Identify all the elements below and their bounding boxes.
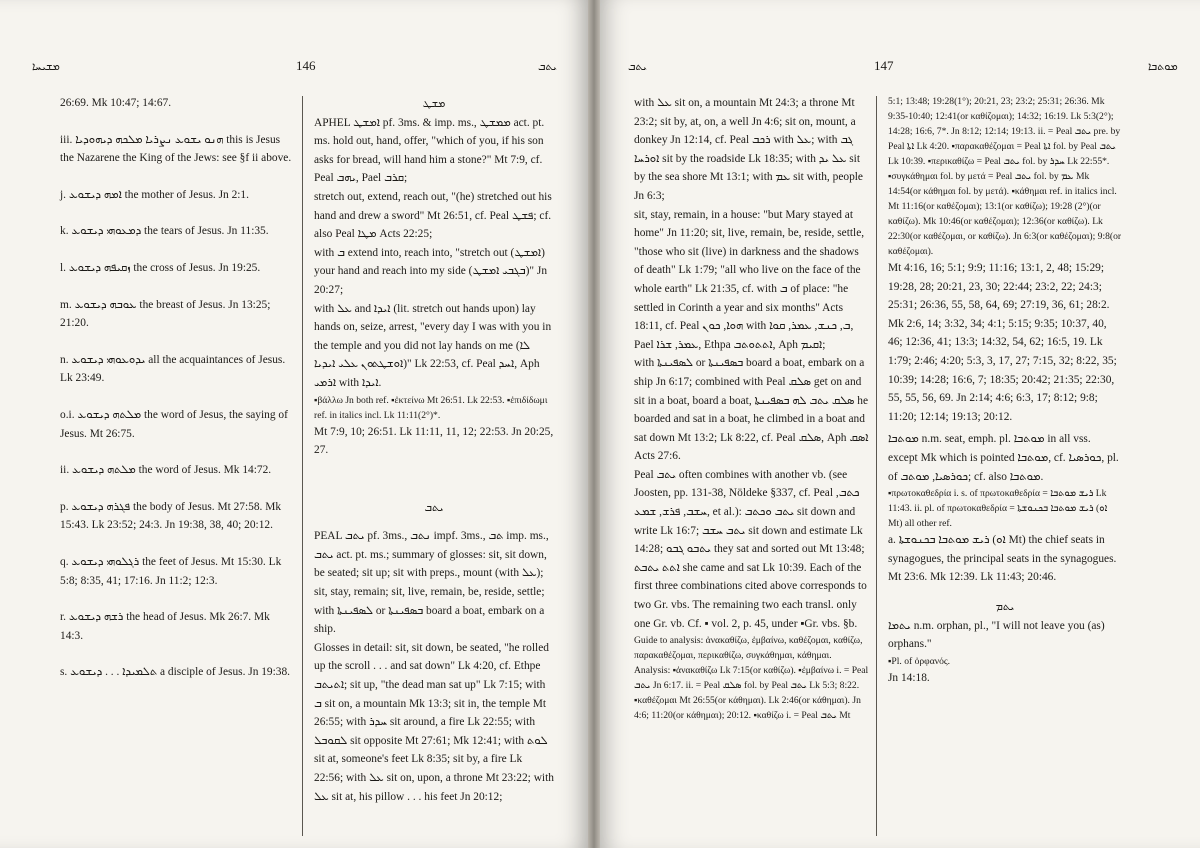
list-item: k. ܕܡܥܘܗܝ ܕܝܫܘܥ the tears of Jesus. Jn 11:35. — [60, 225, 269, 238]
entry-paragraph: with ܥܠ sit on, a mountain Mt 24:3; a throne Mt 23:2; sit by, at, on, a well Jn 4:6; sit on, mount, a donkey Jn 12:14, cf. Peal ܪܟܒ with ܥܠ; with ܓܒ ܐܘܪܚܐ sit by the roadside Lk 18:35; with ܥܠ ܝܕ sit by the sea shore Mt 13:1; with ܥܡ sit with, people Jn 6:3; — [634, 97, 863, 202]
right-header-syriac-right: ܡܘܬܒܐ — [1148, 60, 1178, 73]
entry-paragraph: ܝܬܡܐ n.m. orphan, pl., "I will not leave you (as) orphans." — [888, 619, 1105, 651]
list-item: o.i. ܡܠܬܗ ܕܝܫܘܥ the word of Jesus, the saying of Jesus. Mt 26:75. — [60, 408, 288, 440]
entry-paragraph: with ܒ extend into, reach into, "stretch out (ܐܡܫܛ) your hand and reach into my side (ܒܓܒܝ ܐܡܫܛ)" Jn 20:27; — [314, 246, 548, 296]
list-item: q. ܪܓܠܘܗܝ ܕܝܫܘܥ the feet of Jesus. Mt 15:30. Lk 5:8; 8:35, 41; 17:16. Jn 11:2; 12:3. — [60, 555, 282, 587]
right-column-1 — [634, 94, 870, 723]
entry-heading: ܝܬܡ — [995, 599, 1015, 613]
entry-paragraph: Peal ܝܬܒ often combines with another vb. (see Joosten, pp. 131-38, Nöldeke §337, cf. Peal ܟܬܒ, ܚܫܒ, ܦܪܫ, ܫܡܥ, et al.): ܝܬܒ ܘܟܬܒ sit down and write Lk 16:7; ܝܬܒ ܚܫܒ sit down and estimate Lk 14:28; ܝܬܒܘ ܓܒܘ they sat and sorted out Mt 13:48; ܐܬܬ ܝܬܒܬ she came and sat Lk 10:39. Each of the first three combinations cited above corresponds to two Gr. vbs. The remaining two each transl. only one Gr. vb. Cf. ▪ vol. 2, p. 45, under ▪Gr. vbs. §b. — [634, 468, 867, 630]
entry-paragraph: a. ܪܝܫ ܡܘܬܒܐ ܒܟܢܘܫܬܐ (ܐܘ Mt) the chief seats in synagogues, the principal seats in the synagogues. Mt 23:6. Mk 12:39. Lk 11:43; 20:46. — [888, 534, 1117, 584]
column-rule — [876, 96, 877, 836]
right-column-2 — [888, 94, 1122, 687]
entry-paragraph: ܡܘܬܒܐ n.m. seat, emph. pl. ܡܘܬܒܐ in all vss. except Mk which is pointed ܡܘܬܒܐ, cf. ܟܘܪܣܝܐ, pl. of ܟܘܪܣܝܐ, ܡܘܬܒ; cf. also ܡܘܬܒܐ. — [888, 433, 1119, 483]
list-item: j. ܐܡܗ ܕܝܫܘܥ the mother of Jesus. Jn 2:1. — [60, 188, 249, 201]
list-item: l. ܙܩܝܦܗ ܕܝܫܘܥ the cross of Jesus. Jn 19:25. — [60, 261, 261, 274]
left-column-2 — [314, 94, 554, 806]
entry-paragraph: Glosses in detail: sit, sit down, be seated, "he rolled up the scroll . . . and sat down" Lk 4:20, cf. Ethpe ܐܬܝܬܒ; sit up, "the dead man sat up" Lk 7:15; with ܒ sit on, a mountain Mk 13:3; sit in, the temple Mt 26:55; with ܚܕܪ sit around, a fire Lk 22:55; with ܠܩܘܒܠ sit opposite Mt 27:61; Mk 12:41; with ܠܘܬ sit at, someone's feet Lk 8:35; sit by, a fire Lk 22:56; with ܥܠ sit on, upon, a throne Mt 23:22; with ܥܠ sit at, his pillow . . . his feet Jn 20:12; — [314, 641, 554, 803]
entry-paragraph: with ܥܠ and ܐܝܕܐ (lit. stretch out hands upon) lay hands on, seize, arrest, "every day I was with you in the temple and you did not lay hands on me (ܠܐ ܐܘܫܛܬܘܢ ܥܠܝ ܐܝܕܝܐ)" Lk 22:53, cf. Peal ܐܚܕ, Aph ܐܪܡܝ with ܐܝܕܐ. — [314, 302, 552, 389]
right-page — [600, 0, 1200, 848]
left-header-syriac-right: ܝܬܒ — [538, 60, 557, 73]
right-header-syriac: ܝܬܒ — [628, 60, 647, 73]
column-rule — [302, 96, 303, 836]
list-item: m. ܥܘܒܗ ܕܝܫܘܥ the breast of Jesus. Jn 13:25; 21:20. — [60, 298, 271, 330]
list-item: ii. ܡܠܬܗ ܕܝܫܘܥ the word of Jesus. Mk 14:72. — [60, 464, 272, 477]
list-item: s. ܬܠܡܝܕܐ . . . ܕܝܫܘܥ a disciple of Jesus. Jn 19:38. — [60, 666, 291, 679]
left-page — [0, 0, 588, 848]
references: Mt 4:16, 16; 5:1; 9:9; 11:16; 13:1, 2, 48; 15:29; 19:28, 28; 20:21, 23, 30; 22:44; 23:2, 22; 24:3; 25:31; 26:36, 55, 58, 64, 69; 27:19, 36, 61; 28:2. Mk 2:6, 14; 3:32, 34; 4:1; 5:15; 9:35; 10:37, 40, 46; 12:36, 41; 13:3; 14:32, 54, 62; 16:5, 19. Lk 1:79; 2:46; 4:20; 5:3, 3, 17, 27; 7:15, 32; 8:22, 35; 10:39; 14:28; 16:6, 7; 18:35; 20:42; 21:35; 22:30, 55, 55, 56, 69. Jn 2:14; 4:6; 6:3, 17; 8:12; 9:8; 11:20; 12:14; 19:13; 20:12. — [888, 262, 1117, 423]
greek-analysis: Analysis: ▪ἀνακαθίζω Lk 7:15(or καθίζω). ▪ἐμβαίνω i. = Peal ܝܬܒ Jn 6:17. ii. = Peal ܣܠܩ fol. by Peal ܝܬܒ Lk 5:3; 8:22. ▪καθέζομαι Mt 26:55(or κάθημαι). Lk 2:46(or κάθημαι). Jn 4:6; 11:20(or κάθημαι); 20:12. ▪καθίζω i. = Peal ܝܬܒ Mt — [634, 665, 869, 722]
list-item: n. ܝܕܘܥܘܗܝ ܕܝܫܘܥ all the acquaintances of Jesus. Lk 23:49. — [60, 353, 286, 385]
references: Jn 14:18. — [888, 671, 930, 684]
greek-guide: Guide to analysis: ἀνακαθίζω, ἐμβαίνω, καθέζομαι, καθίζω, παρακαθέζομαι, περικαθίζω, συγκάθημαι, κάθημαι. — [634, 635, 863, 662]
greek-analysis: 5:1; 13:48; 19:28(1°); 20:21, 23; 23:2; 25:31; 26:36. Mk 9:35-10:40; 12:41(or καθίζομαι); 14:32; 16:19. Lk 5:3(2°); 14:28; 16:6, 7*. Jn 8:12; 12:14; 19:13. ii. = Peal ܝܬܒ pre. by Peal ܐܬܐ Lk 4:20. ▪παρακαθέζομαι = Peal ܐܬܐ fol. by Peal ܝܬܒ Lk 10:39. ▪περικαθίζω = Peal ܝܬܒ fol. by ܚܕܪ Lk 22:55*. ▪συγκάθημαι fol. by μετά = Peal ܝܬܒ fol. by ܥܡ Mk 14:54(or κάθημαι fol. by μετά). ▪κάθημαι ref. in italics incl. Mt 11:16(or καθέζομαι); 13:1(or καθίζω); 19:28 (2°)(or καθίζω). Mk 10:46(or καθέζομαι); 12:36(or καθίζω). Lk 22:30(or καθέζομαι, or καθίζω). Jn 6:3(or καθέζομαι); 9:8(or καθέζομαι). — [888, 96, 1122, 257]
entry-paragraph: PEAL ܝܬܒ pf. 3ms., ܢܬܒ impf. 3ms., ܬܒ imp. ms., ܝܬܒ act. pt. ms.; summary of glosses: sit, sit down, be seated; sit up; sit with preps., mount (with ܥܠ); sit, stay, remain; sit, live, remain, be, reside, settle; with ܠܣܦܝܢܬܐ or ܒܣܦܝܢܬܐ board a boat, embark on a ship. — [314, 530, 549, 636]
entry-heading: ܡܫܛ — [422, 97, 446, 110]
entry-heading: ܝܬܒ — [424, 500, 444, 514]
entry-paragraph: with ܠܣܦܝܢܬܐ or ܒܣܦܝܢܬܐ board a boat, embark on a ship Jn 6:17; combined with Peal ܣܠܩ get on and sit in a boat, board a boat, ܣܠܩ ܝܬܒ ܠܗ ܒܣܦܝܢܬܐ he boarded and sat in a boat, he climbed in a boat and sat down Mt 13:2; Lk 8:22, cf. Peal ܣܠܩ, Aph ܐܣܩ Acts 27:6. — [634, 357, 869, 463]
left-page-number: 146 — [296, 58, 316, 73]
list-item: 26:69. Mk 10:47; 14:67. — [60, 97, 172, 109]
references: Mt 7:9, 10; 26:51. Lk 11:11, 11, 12; 22:53. Jn 20:25, 27. — [314, 425, 554, 457]
greek-notes: ▪Pl. of ὀρφανός. — [888, 655, 951, 667]
left-column-1 — [60, 94, 292, 682]
list-item: iii. ܗܢܘ ܝܫܘܥ ܢܨܪܝܐ ܡܠܟܗ ܕܝܗܘܕܝܐ this is Jesus the Nazarene the King of the Jews: see §f ii above. — [60, 133, 292, 165]
left-header-syriac: ܡܫܝܚܐ — [32, 60, 60, 73]
entry-paragraph: stretch out, extend, reach out, "(he) stretched out his hand and drew a sword" Mt 26:51, cf. Peal ܦܫܛ; cf. also Peal ܡܛܐ Acts 22:25; — [314, 190, 552, 241]
entry-paragraph: APHEL ܐܡܫܛ pf. 3ms. & imp. ms., ܡܡܫܛ act. pt. ms. hold out, hand, offer, "which of you, if his son asks for bread, will hand him a stone?" Mt 7:9, cf. Peal ܝܗܒ, Pael ܩܪܒ; — [314, 116, 545, 185]
right-page-number: 147 — [874, 58, 894, 73]
greek-notes: ▪πρωτοκαθεδρία i. s. of πρωτοκαθεδρία = ܪܝܫ ܡܘܬܒܐ Lk 11:43. ii. pl. of πρωτοκαθεδρία = ܪܝܫ ܡܘܬܒܐ ܒܟܢܘܫܬܐ (ܐܘ Mt) all other ref. — [888, 488, 1108, 530]
greek-notes: ▪βάλλω Jn both ref. ▪ἐκτείνω Mt 26:51. Lk 22:53. ▪ἐπιδίδωμι ref. in italics incl. Lk 11:11(2°)*. — [314, 394, 548, 421]
book-gutter — [588, 0, 600, 848]
entry-paragraph: sit, stay, remain, in a house: "but Mary stayed at home" Jn 11:20; sit, live, remain, be, reside, settle, "those who sit (live) in darkness and the shadows of death" Lk 1:79; "all who live on the face of the whole earth" Lk 21:35, cf. with ܒ of place: "he settled in Corinth a year and six months" Acts 18:11, cf. Peal ܗܘܐ, ܟܘܢ with ܒ, ܟܢܫ, ܥܡܪ, ܩܘܐ, Pael ܥܡܪ, ܫܪܐ, Ethpa ܐܬܬܘܬܒ, Aph ܐܩܝܡ; — [634, 208, 865, 351]
list-item: p. ܦܓܪܗ ܕܝܫܘܥ the body of Jesus. Mt 27:58. Mk 15:43. Lk 23:52; 24:3. Jn 19:38, 38, 40; 20:12. — [60, 500, 282, 532]
list-item: r. ܪܫܗ ܕܝܫܘܥ the head of Jesus. Mk 26:7. Mk 14:3. — [60, 611, 270, 642]
